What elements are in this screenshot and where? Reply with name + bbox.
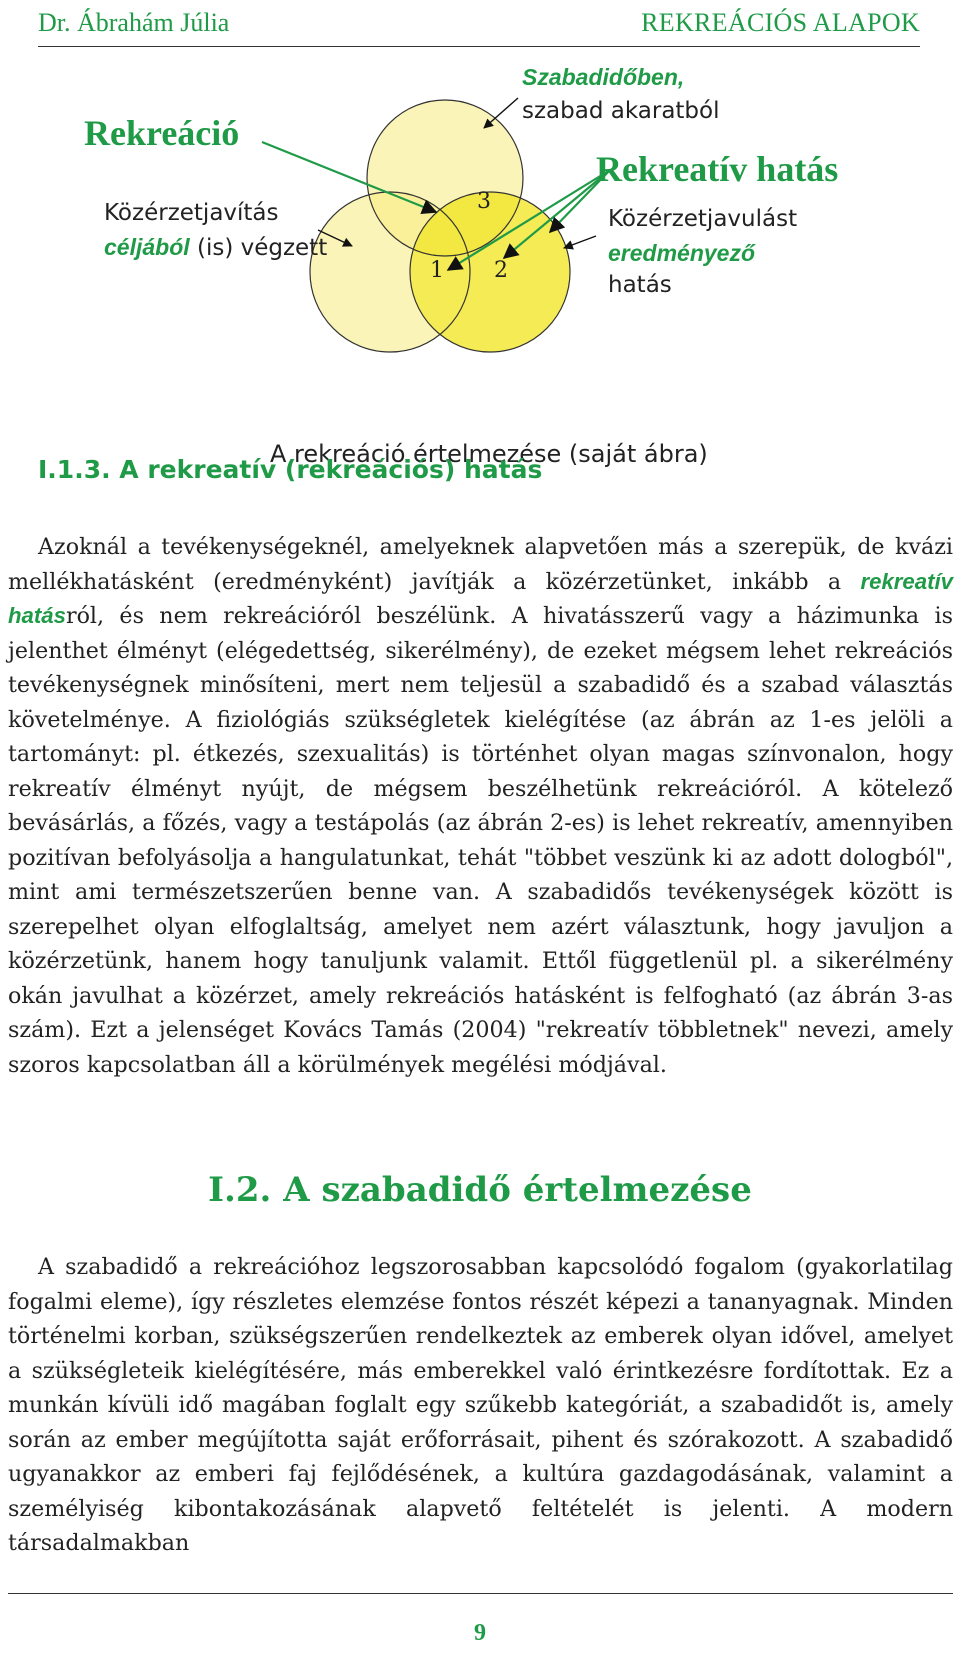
label-celjabol [104, 234, 327, 261]
recreation-venn-figure [0, 60, 960, 468]
label-is-vegzett: (is) végzett [189, 235, 328, 261]
paragraph-rekreativ-hatas [8, 530, 953, 1082]
label-szabad-akaratbol: szabad akaratból [522, 98, 720, 124]
venn-label-3: 3 [477, 189, 491, 214]
p1-part-c: ról, és nem rekreációról beszélünk. A hivatásszerű vagy a házimunka is jelenthet élményt (elégedettség, sikerélmény), de ezeket mégsem lehet rekreációs tevékenységnek minősíteni, mert nem teljesül a szabadidő és a szabad választás követelménye. A fiziológiás szükségletek kielégítése (az ábrán az 1-es jelöli a tartományt: pl. étkezés, szexualitás) is történhet olyan magas színvonalon, hogy rekreatív élményt nyújt, de mégsem beszélhetünk rekreációról. A kötelező bevásárlás, a főzés, vagy a testápolás (az ábrán 2-es) is lehet rekreatív, amennyiben pozitívan befolyásolja a hangulatunkat, tehát "többet veszünk ki az adott dologból", mint ami természetszerűen benne van. A szabadidős tevékenységek között is szerepelhet olyan elfoglaltság, amelyet nem azért választunk, hogy javuljon a közérzetünk, hanem hogy tanuljunk valamit. Ettől függetlenül pl. a sikerélmény okán javulhat a közérzet, amely rekreációs hatásként is felfogható (az ábrán 3-as szám). Ezt a jelenséget Kovács Tamás (2004) "rekreatív többletnek" nevezi, amely szoros kapcsolatban áll a körülmények megélési módjával. [8, 603, 953, 1078]
page-number: 9 [474, 1620, 486, 1646]
page-header [38, 0, 920, 47]
label-celjabol-emph: céljából [104, 234, 190, 260]
paragraph-szabadido: A szabadidő a rekreációhoz legszorosabban kapcsolódó fogalom (gyakorlatilag fogalmi eleme), így részletes elemzése fontos részét képezi a tananyagnak. Minden történelmi korban, szükségszerűen rendelkeztek az emberek olyan idővel, amelyet a szükségleteik kielégítésére, más emberekkel való érintkezésre fordítottak. Ez a munkán kívüli idő magában foglalt egy szűkebb kategóriát, a szabadidőt is, amely során az ember megújította saját erőforrásait, pihent és szórakozott. A szabadidő ugyanakkor az emberi faj fejlődésének, a kultúra gazdagodásának, valamint a személyiség kibontakozásának alapvető feltételét is jelenti. A modern társadalmakban [8, 1254, 953, 1556]
header-author: Dr. Ábrahám Júlia [38, 8, 230, 37]
label-rekreativ-hatas: Rekreatív hatás [596, 149, 839, 189]
venn-label-2: 2 [494, 258, 508, 283]
header-title: REKREÁCIÓS ALAPOK [641, 8, 920, 37]
label-hatas: hatás [608, 272, 672, 298]
label-szabadidoben: Szabadidőben, [522, 64, 685, 90]
label-kozerzetjavitas: Közérzetjavítás [104, 200, 279, 226]
section-heading: I.2. A szabadidő értelmezése [208, 1170, 752, 1210]
label-kozerzetjavulast: Közérzetjavulást [608, 206, 798, 232]
footer-rule [8, 1593, 953, 1594]
p1-emph-rekreativ-hatas: rekreatív hatás [8, 568, 953, 628]
venn-label-1: 1 [430, 258, 444, 283]
arrow-kozerzet-right [564, 236, 596, 248]
p1-part-a: Azoknál a tevékenységeknél, amelyeknek alapvetően más a szerepük, de kvázi mellékhatásként (eredményként) javítják a közérzetünket, inkább a [8, 534, 953, 595]
figure-caption: A rekreáció értelmezése (saját ábra) [270, 440, 708, 468]
label-rekreacio: Rekreáció [84, 113, 240, 153]
label-eredmenyezo: eredményező [608, 240, 756, 266]
subsection-heading: I.1.3. A rekreatív (rekreációs) hatás [38, 455, 543, 484]
